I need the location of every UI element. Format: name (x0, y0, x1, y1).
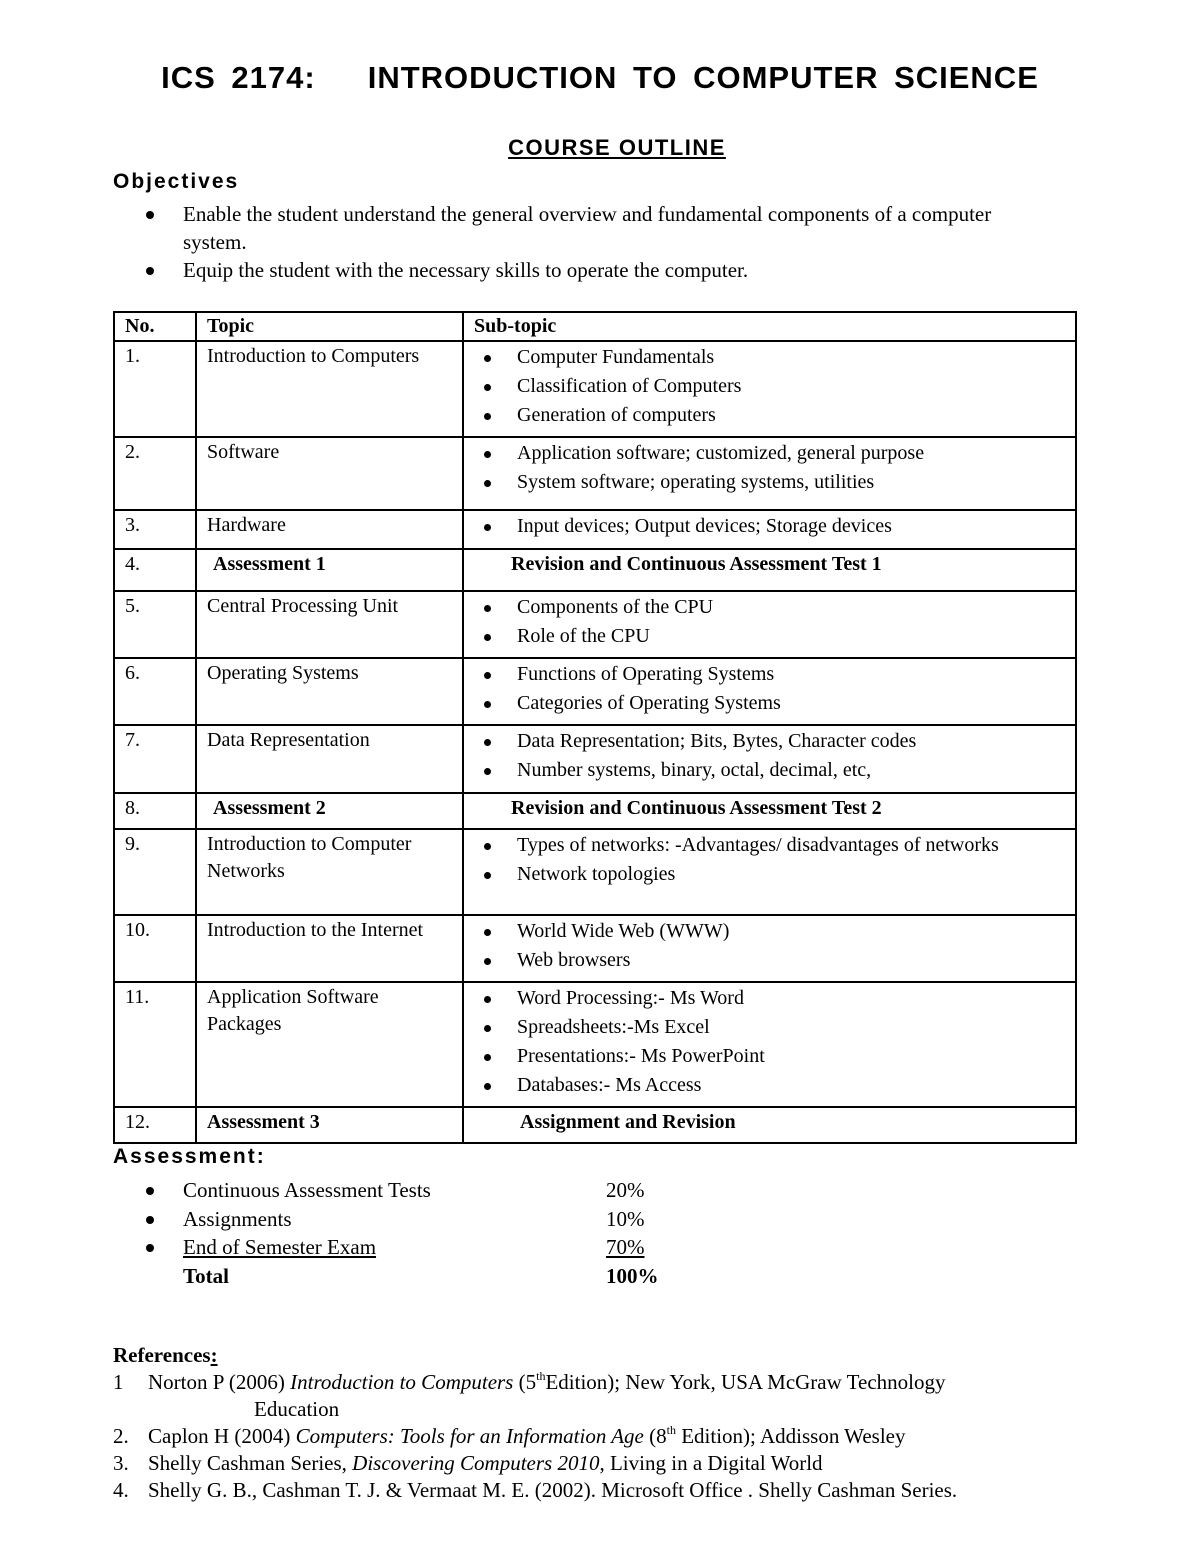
assessment-label: End of Semester Exam (183, 1235, 377, 1259)
row-number: 11. (114, 982, 196, 1107)
subtopic-list (474, 917, 1065, 975)
bullet-icon (484, 355, 491, 362)
bullet-icon (484, 480, 491, 487)
table-row (114, 915, 1076, 982)
subtopic-item: Number systems, binary, octal, decimal, etc, (474, 756, 1065, 785)
bullet-icon (146, 1244, 154, 1252)
bullet-icon (484, 384, 491, 391)
assessment-weight: 70% (606, 1235, 645, 1259)
subtopic-item: Classification of Computers (474, 372, 1065, 401)
table-header-row (114, 312, 1076, 341)
references-heading: References: (113, 1343, 218, 1367)
header-subtopic: Sub-topic (463, 312, 1076, 341)
row-topic: Introduction to the Internet (196, 915, 463, 982)
subtopic-item: World Wide Web (WWW) (474, 917, 1065, 946)
reference-number: 1 (113, 1370, 124, 1394)
objectives-heading: Objectives (113, 170, 240, 193)
table-row (114, 341, 1076, 437)
reference-text: Shelly G. B., Cashman T. J. & Vermaat M. E. (2002). Microsoft Office . Shelly Cashman Series. (148, 1478, 958, 1502)
bullet-icon (146, 1187, 154, 1195)
table-row (114, 829, 1076, 915)
row-number: 2. (114, 437, 196, 510)
subtopic-item: Categories of Operating Systems (474, 689, 1065, 718)
assessment-label: Continuous Assessment Tests (183, 1178, 431, 1202)
row-topic: Assessment 1 (196, 549, 463, 591)
row-topic: Operating Systems (196, 658, 463, 725)
bullet-icon (146, 211, 154, 219)
table-row (114, 725, 1076, 793)
bullet-icon (484, 768, 491, 775)
row-number: 1. (114, 341, 196, 437)
header-topic: Topic (196, 312, 463, 341)
row-number: 7. (114, 725, 196, 793)
bullet-icon (484, 524, 491, 531)
subtopic-item: System software; operating systems, utilities (474, 468, 1065, 497)
bullet-icon (146, 1216, 154, 1224)
row-topic: Introduction to Computers (196, 341, 463, 437)
course-outline-heading: COURSE OUTLINE (508, 135, 726, 160)
reference-title: Computers: Tools for an Information Age (295, 1424, 644, 1448)
reference-title: Discovering Computers 2010 (352, 1451, 600, 1475)
table-row (114, 658, 1076, 725)
table-row (114, 437, 1076, 510)
assessment-breakdown (113, 1176, 813, 1290)
subtopic-list (474, 660, 1065, 718)
reference-item (113, 1423, 1113, 1450)
bullet-icon (484, 634, 491, 641)
subtopic-item: Application software; customized, general purpose (474, 439, 1065, 468)
objective-item: Enable the student understand the general overview and fundamental components of a computer system. (113, 200, 1033, 256)
row-number: 8. (114, 793, 196, 829)
row-number: 9. (114, 829, 196, 915)
bullet-icon (484, 996, 491, 1003)
row-topic: Assessment 2 (196, 793, 463, 829)
subtopic-item: Databases:- Ms Access (474, 1071, 1065, 1100)
row-assessment: Revision and Continuous Assessment Test 2 (463, 793, 1076, 829)
reference-text: Edition); Addisson Wesley (675, 1424, 906, 1448)
subtopic-item: Input devices; Output devices; Storage devices (474, 512, 1065, 541)
document-title (0, 60, 1200, 96)
bullet-icon (484, 1054, 491, 1061)
header-no: No. (114, 312, 196, 341)
row-number: 4. (114, 549, 196, 591)
row-number: 12. (114, 1107, 196, 1143)
subtopic-list (474, 439, 1065, 497)
row-assessment: Assignment and Revision (463, 1107, 1076, 1143)
references-list (113, 1369, 1113, 1504)
reference-number: 3. (113, 1451, 129, 1475)
assessment-total (113, 1262, 813, 1291)
table-body (114, 341, 1076, 1143)
bullet-icon (484, 1083, 491, 1090)
table-row (114, 793, 1076, 829)
row-subtopics (463, 725, 1076, 793)
row-subtopics (463, 915, 1076, 982)
subtopic-list (474, 727, 1065, 785)
bullet-icon (146, 267, 154, 275)
subtopic-item: Types of networks: -Advantages/ disadvantages of networks (474, 831, 1065, 860)
subtopic-item: Presentations:- Ms PowerPoint (474, 1042, 1065, 1071)
bullet-icon (484, 929, 491, 936)
assessment-weight: 10% (606, 1206, 645, 1231)
reference-text: Caplon H (2004) (148, 1424, 296, 1448)
row-subtopics (463, 510, 1076, 549)
subtopic-item: Components of the CPU (474, 593, 1065, 622)
row-subtopics (463, 437, 1076, 510)
row-subtopics (463, 591, 1076, 658)
objective-item: Equip the student with the necessary skills to operate the computer. (113, 256, 1033, 284)
subtopic-item: Spreadsheets:-Ms Excel (474, 1013, 1065, 1042)
total-label: Total (183, 1263, 229, 1288)
table-row (114, 510, 1076, 549)
reference-text: , Living in a Digital World (599, 1451, 823, 1475)
reference-number: 2. (113, 1424, 129, 1448)
course-code: ICS 2174: (161, 60, 316, 95)
bullet-icon (484, 701, 491, 708)
reference-text: (8 (643, 1424, 667, 1448)
table-row (114, 982, 1076, 1107)
reference-superscript: th (536, 1369, 546, 1383)
row-topic: Hardware (196, 510, 463, 549)
subtopic-item: Functions of Operating Systems (474, 660, 1065, 689)
bullet-icon (484, 843, 491, 850)
reference-title: Introduction to Computers (290, 1370, 514, 1394)
reference-number: 4. (113, 1478, 129, 1502)
subtopic-list (474, 984, 1065, 1100)
row-topic: Software (196, 437, 463, 510)
row-subtopics (463, 341, 1076, 437)
reference-item (113, 1450, 1113, 1477)
row-topic: Central Processing Unit (196, 591, 463, 658)
reference-text: Shelly Cashman Series, (148, 1451, 353, 1475)
subtopic-item: Computer Fundamentals (474, 343, 1065, 372)
subtopic-item: Word Processing:- Ms Word (474, 984, 1065, 1013)
row-number: 5. (114, 591, 196, 658)
reference-item (113, 1477, 1113, 1504)
row-subtopics (463, 982, 1076, 1107)
assessment-item (113, 1205, 813, 1234)
objectives-list (113, 200, 1033, 284)
course-name: INTRODUCTION TO COMPUTER SCIENCE (367, 60, 1039, 95)
bullet-icon (484, 872, 491, 879)
course-outline-table (113, 311, 1077, 1144)
row-topic: Introduction to Computer Networks (196, 829, 463, 915)
bullet-icon (484, 605, 491, 612)
bullet-icon (484, 672, 491, 679)
bullet-icon (484, 451, 491, 458)
assessment-item (113, 1233, 813, 1262)
row-assessment: Revision and Continuous Assessment Test 1 (463, 549, 1076, 591)
reference-text: Norton P (2006) (148, 1370, 291, 1394)
row-number: 3. (114, 510, 196, 549)
total-value: 100% (606, 1263, 659, 1288)
bullet-icon (484, 1025, 491, 1032)
table-row (114, 591, 1076, 658)
table-row (114, 1107, 1076, 1143)
bullet-icon (484, 739, 491, 746)
subtopic-item: Web browsers (474, 946, 1065, 975)
bullet-icon (484, 413, 491, 420)
assessment-item (113, 1176, 813, 1205)
reference-item (113, 1369, 1113, 1423)
subtopic-list (474, 831, 1065, 889)
assessment-heading: Assessment: (113, 1145, 266, 1168)
row-topic: Assessment 3 (196, 1107, 463, 1143)
subtopic-list (474, 343, 1065, 430)
row-topic: Data Representation (196, 725, 463, 793)
subtopic-item: Network topologies (474, 860, 1065, 889)
reference-text: (5 (513, 1370, 537, 1394)
row-topic: Application Software Packages (196, 982, 463, 1107)
subtopic-item: Data Representation; Bits, Bytes, Character codes (474, 727, 1065, 756)
subtopic-list (474, 512, 1065, 541)
assessment-label: Assignments (183, 1206, 292, 1231)
subtopic-item: Role of the CPU (474, 622, 1065, 651)
row-number: 6. (114, 658, 196, 725)
row-subtopics (463, 829, 1076, 915)
assessment-weight: 20% (606, 1178, 645, 1202)
bullet-icon (484, 958, 491, 965)
reference-superscript: th (666, 1423, 676, 1437)
table-row (114, 549, 1076, 591)
row-number: 10. (114, 915, 196, 982)
reference-text: Edition); New York, USA McGraw Technology (545, 1370, 946, 1394)
subtopic-item: Generation of computers (474, 401, 1065, 430)
row-subtopics (463, 658, 1076, 725)
reference-continuation: Education (254, 1397, 340, 1421)
subtopic-list (474, 593, 1065, 651)
